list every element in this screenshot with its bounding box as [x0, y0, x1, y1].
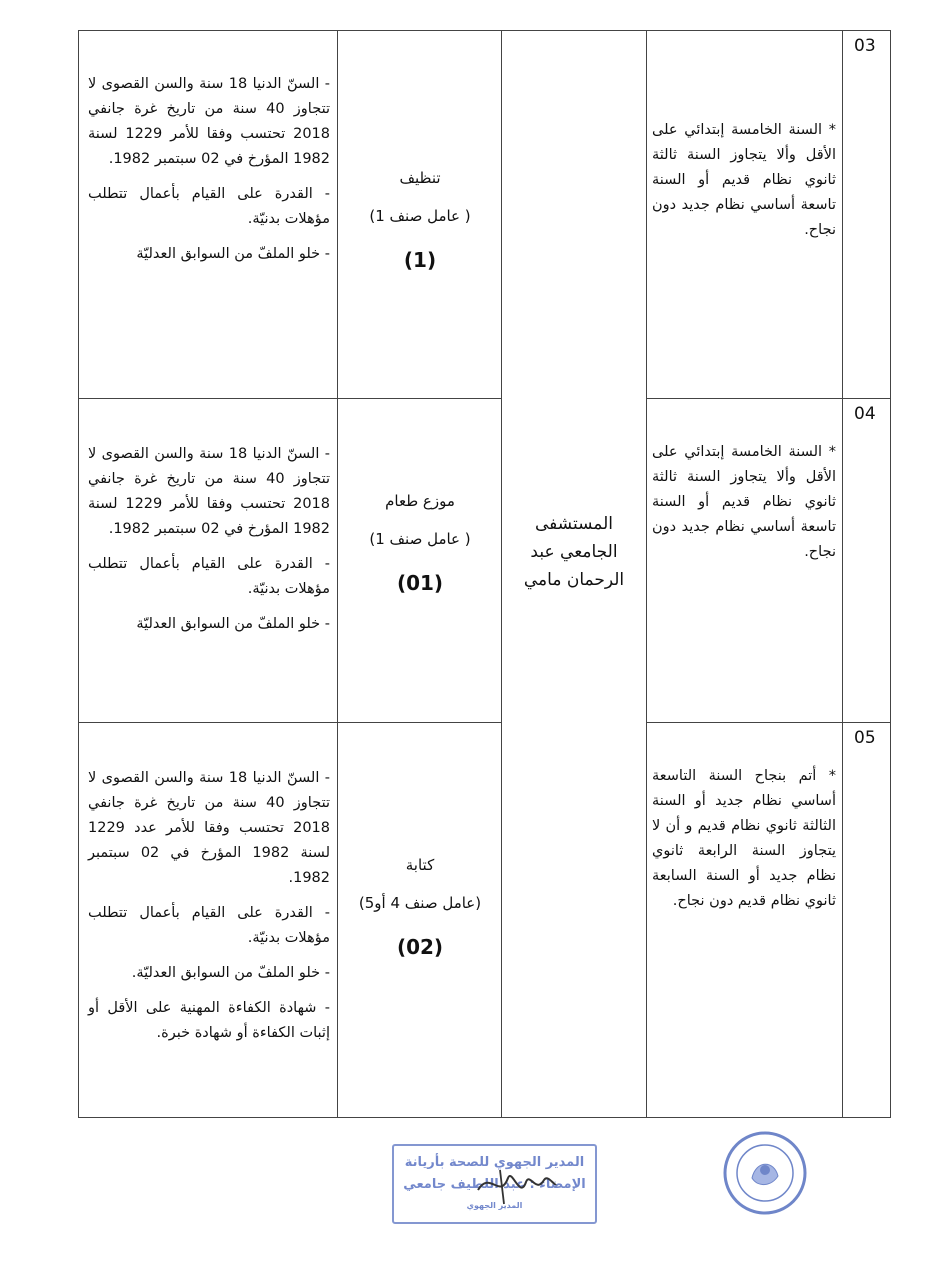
- post-count: (01): [396, 571, 444, 595]
- condition-item: - خلو الملفّ من السوابق العدليّة.: [131, 965, 330, 981]
- post-count: (1): [403, 248, 437, 272]
- post-grade: ( عامل صنف 1): [369, 530, 471, 548]
- condition-item: - القدرة على القيام بأعمال تتطلب مؤهلات بدنيّة.: [88, 556, 330, 597]
- conditions-cell: [88, 442, 330, 647]
- condition-item: - شهادة الكفاءة المهنية على الأقل أو إثبات الكفاءة أو شهادة خبرة.: [88, 1000, 330, 1041]
- column-divider: [337, 30, 338, 1118]
- education-level: * أتم بنجاح السنة التاسعة أساسي نظام جديد أو السنة الثالثة ثانوي نظام قديم و أن لا يتجاوز السنة الرابعة ثانوي نظام جديد أو السنة السابعة ثانوي نظام قديم دون نجاح.: [652, 768, 836, 909]
- condition-item: - خلو الملفّ من السوابق العدليّة: [136, 246, 330, 262]
- row-number: 03: [854, 36, 876, 56]
- column-divider: [501, 30, 502, 1118]
- condition-item: - خلو الملفّ من السوابق العدليّة: [136, 616, 330, 632]
- stamp-line: الإمضاء : عبد اللطيف جامعي: [403, 1177, 586, 1192]
- post-grade: (عامل صنف 4 أو5): [358, 894, 482, 912]
- condition-item: - القدرة على القيام بأعمال تتطلب مؤهلات بدنيّة.: [88, 186, 330, 227]
- post-title: كتابة: [405, 856, 435, 874]
- condition-item: - السنّ الدنيا 18 سنة والسن القصوى لا تتجاوز 40 سنة من تاريخ غرة جانفي 2018 تحتسب وفقا للأمر 1229 لسنة 1982 المؤرخ في 02 سبتمبر 1982.: [88, 76, 330, 167]
- condition-item: - القدرة على القيام بأعمال تتطلب مؤهلات بدنيّة.: [88, 905, 330, 946]
- hospital-name: المستشفى الجامعي عبد الرحمان مامي: [523, 514, 625, 590]
- post-title: موزع طعام: [385, 492, 455, 510]
- conditions-cell: [88, 766, 330, 1056]
- table-border-top: [78, 30, 891, 31]
- row-number: 05: [854, 728, 876, 748]
- row-divider: [78, 722, 502, 723]
- post-cell: [342, 165, 498, 273]
- stamp-line: المدير الجهوي: [466, 1201, 523, 1210]
- condition-item: - السنّ الدنيا 18 سنة والسن القصوى لا تتجاوز 40 سنة من تاريخ غرة جانفي 2018 تحتسب وفقا للأمر عدد 1229 لسنة 1982 المؤرخ في 02 سبتمبر 1982.: [88, 770, 330, 886]
- column-divider: [646, 30, 647, 1118]
- table-border-right: [890, 30, 891, 1118]
- post-title: تنظيف: [399, 169, 441, 187]
- row-divider: [646, 722, 891, 723]
- signature-icon: [470, 1160, 560, 1210]
- table-border-bottom: [78, 1117, 891, 1118]
- row-number: 04: [854, 404, 876, 424]
- conditions-cell: [88, 72, 330, 277]
- condition-item: - السنّ الدنيا 18 سنة والسن القصوى لا تتجاوز 40 سنة من تاريخ غرة جانفي 2018 تحتسب وفقا للأمر 1229 لسنة 1982 المؤرخ في 02 سبتمبر 1982.: [88, 446, 330, 537]
- education-level: * السنة الخامسة إبتدائي على الأقل وألا يتجاوز السنة ثالثة ثانوي نظام قديم أو السنة تاسعة أساسي نظام جديد دون نجاح.: [652, 122, 836, 238]
- row-divider: [646, 398, 891, 399]
- post-cell: [342, 852, 498, 960]
- post-cell: [342, 488, 498, 596]
- post-grade: ( عامل صنف 1): [369, 207, 471, 225]
- table-border-left: [78, 30, 79, 1118]
- round-seal-icon: [722, 1130, 808, 1216]
- post-count: (02): [396, 935, 444, 959]
- education-level: * السنة الخامسة إبتدائي على الأقل وألا يتجاوز السنة ثالثة ثانوي نظام قديم أو السنة تاسعة أساسي نظام جديد دون نجاح.: [652, 444, 836, 560]
- column-divider: [842, 30, 843, 1118]
- stamp-line: المدير الجهوي للصحة بأريانة: [404, 1155, 585, 1170]
- row-divider: [78, 398, 502, 399]
